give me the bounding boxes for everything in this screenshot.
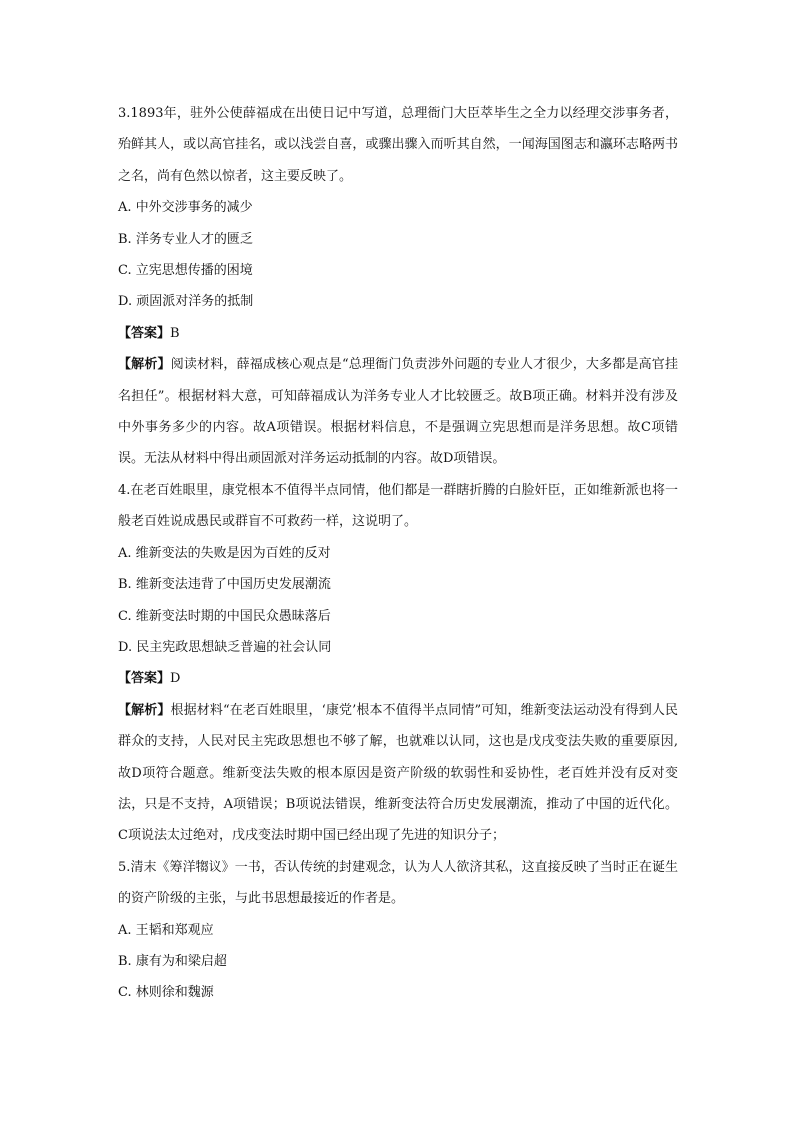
question-3-stem: 3.1893年，驻外公使薛福成在出使日记中写道，总理衙门大臣萃毕生之全力以经理交涉事务者，殆鲜其人，或以高官挂名，或以浅尝自喜，或骤出骤入而听其自然，一闻海国图志和瀛环志略两书之名，尚有色然以惊者，这主要反映了。: [118, 106, 678, 184]
question-3-analysis: [118, 349, 678, 475]
question-4-option-d: D. 民主宪政思想缺乏普遍的社会认同: [118, 639, 332, 655]
question-3-option-b: B. 洋务专业人才的匮乏: [118, 231, 253, 247]
question-5-option-b: B. 康有为和梁启超: [118, 953, 227, 969]
question-4-stem: 4.在老百姓眼里，康党根本不值得半点同情，他们都是一群瞎折腾的白脸奸臣，正如维新派也将一般老百姓说成愚民或群盲不可救药一样，这说明了。: [118, 482, 678, 530]
analysis-text: 根据材料“在老百姓眼里，‘康党’根本不值得半点同情”可知，维新变法运动没有得到人民群众的支持，人民对民主宪政思想也不够了解，也就难以认同，这也是戊戌变法失败的重要原因,故D项符合题意。维新变法失败的根本原因是资产阶级的软弱性和妥协性，老百姓并没有反对变法，只是不支持，A项错误；B项说法错误，维新变法符合历史发展潮流，推动了中国的近代化。C项说法太过绝对，戊戌变法时期中国已经出现了先进的知识分子；: [118, 702, 678, 844]
analysis-tag: 【解析】: [118, 357, 171, 373]
question-3-option-a: A. 中外交涉事务的减少: [118, 200, 253, 216]
answer-value: D: [170, 671, 181, 687]
answer-value: B: [170, 325, 180, 341]
answer-tag: 【答案】: [118, 671, 171, 687]
question-4-option-a: A. 维新变法的失败是因为百姓的反对: [118, 545, 331, 561]
question-5-option-a: A. 王韬和郑观应: [118, 922, 214, 938]
question-3-answer: [118, 318, 678, 349]
analysis-text: 阅读材料，薛福成核心观点是“总理衙门负责涉外问题的专业人才很少，大多都是高官挂名担任”。根据材料大意，可知薛福成认为洋务专业人才比较匮乏。故B项正确。材料并没有涉及中外事务多少的内容。故A项错误。根据材料信息，不是强调立宪思想而是洋务思想。故C项错误。无法从材料中得出顽固派对洋务运动抵制的内容。故D项错误。: [118, 357, 678, 467]
question-4-analysis: [118, 695, 678, 852]
answer-tag: 【答案】: [118, 325, 171, 341]
question-3-option-d: D. 顽固派对洋务的抵制: [118, 294, 254, 310]
question-3-option-c: C. 立宪思想传播的困境: [118, 263, 253, 279]
question-5-stem: 5.清末《筹洋犓议》一书，否认传统的封建观念，认为人人欲济其私，这直接反映了当时正在诞生的资产阶级的主张，与此书思想最接近的作者是。: [118, 859, 678, 907]
analysis-tag: 【解析】: [118, 702, 171, 718]
question-3: [118, 98, 678, 1009]
question-4-option-c: C. 维新变法时期的中国民众愚昧落后: [118, 608, 331, 624]
question-4-answer: [118, 663, 678, 694]
question-5-option-c: C. 林则徐和魏源: [118, 985, 214, 1001]
question-4-option-b: B. 维新变法违背了中国历史发展潮流: [118, 577, 331, 593]
